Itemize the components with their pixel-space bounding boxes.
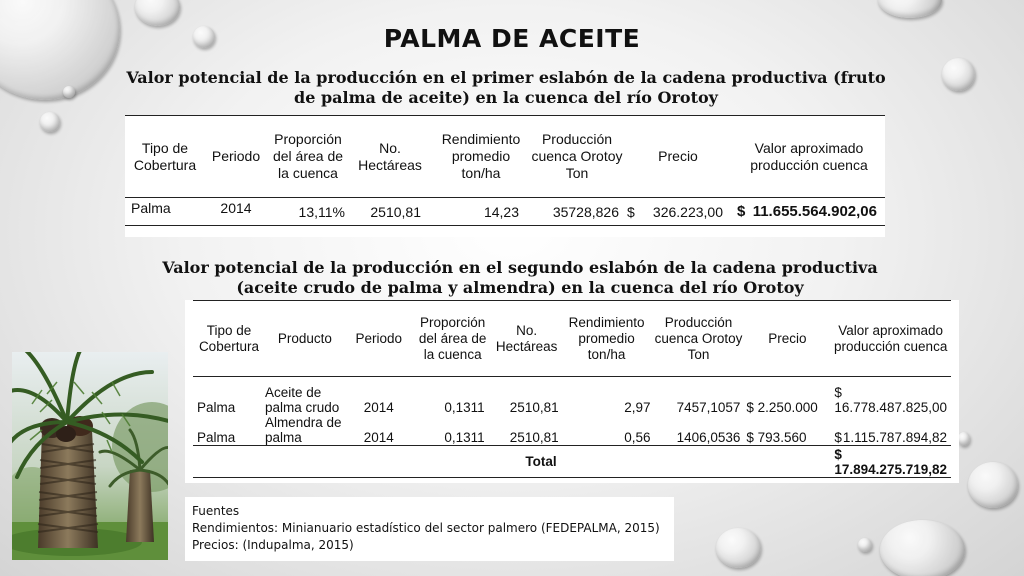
col-header: Rendimiento promedio ton/ha	[561, 301, 653, 377]
table-second-link	[185, 300, 959, 483]
table-row	[193, 377, 951, 416]
col-header: Proporción del área de la cuenca	[413, 301, 493, 377]
cell-produccion: 35728,826	[531, 198, 623, 226]
col-header: No. Hectáreas	[493, 301, 561, 377]
cell-tipo: Palma	[197, 400, 236, 415]
cell-rendimiento: 0,56	[624, 430, 651, 445]
cell-proporcion: 0,1311	[444, 430, 485, 445]
section2-heading: Valor potencial de la producción en el segundo eslabón de la cadena productiva (aceite crudo de palma y almendra) en la cuenca del río Orotoy	[162, 258, 878, 297]
table-first-link	[125, 115, 885, 237]
col-header: Valor aproximado producción cuenca	[733, 116, 885, 198]
cell-producto: Almendra de palma	[264, 415, 342, 445]
water-drop	[858, 538, 872, 552]
cell-tipo: Palma	[197, 430, 236, 445]
cell-hectareas: 2510,81	[509, 400, 559, 415]
water-drop	[135, 0, 180, 26]
water-drop	[716, 528, 761, 568]
table-row	[193, 415, 951, 446]
currency-symbol: $	[834, 430, 842, 445]
cell-valor	[733, 198, 885, 226]
cell-rendimiento: 14,23	[431, 198, 531, 226]
currency-symbol: $	[834, 385, 842, 400]
currency-symbol: $	[834, 446, 842, 462]
water-drop	[40, 112, 60, 132]
col-header: Valor aproximado producción cuenca	[830, 301, 951, 377]
cell-precio: $ 793.560	[746, 430, 807, 445]
page-title: PALMA DE ACEITE	[383, 24, 641, 53]
cell-valor	[830, 377, 951, 416]
cell-hectareas: 2510,81	[509, 430, 559, 445]
water-drop	[942, 58, 975, 91]
valor-value: 11.655.564.902,06	[752, 203, 877, 220]
table-header-row	[125, 116, 885, 198]
col-header: Tipo de Cobertura	[193, 301, 265, 377]
cell-rendimiento: 2,97	[624, 400, 651, 415]
total-value: 17.894.275.719,82	[834, 461, 947, 477]
cell-valor	[830, 415, 951, 446]
col-header: Producto	[265, 301, 345, 377]
col-header: Precio	[744, 301, 830, 377]
cell-precio	[623, 198, 733, 226]
source-precios: Precios: (Indupalma, 2015)	[192, 538, 354, 552]
valor-value: 16.778.487.825,00	[834, 400, 947, 415]
col-header: Rendimiento promedio ton/ha	[431, 116, 531, 198]
col-header: Periodo	[345, 301, 413, 377]
total-row	[193, 446, 951, 478]
palm-tree-illustration	[12, 352, 168, 560]
cell-produccion: 1406,0536	[676, 430, 741, 445]
col-header: Proporción del área de la cuenca	[267, 116, 349, 198]
col-header: Tipo de Cobertura	[125, 116, 205, 198]
currency-symbol: $	[627, 203, 635, 220]
water-drop	[878, 0, 942, 18]
cell-tipo: Palma	[125, 198, 205, 226]
cell-hectareas: 2510,81	[349, 198, 431, 226]
col-header: No. Hectáreas	[349, 116, 431, 198]
cell-producto: Aceite de palma crudo	[264, 385, 340, 415]
cell-periodo: 2014	[205, 198, 267, 226]
total-value-cell	[830, 446, 951, 478]
water-drop	[968, 462, 1018, 508]
cell-periodo: 2014	[363, 430, 394, 445]
water-drop	[958, 432, 970, 446]
cell-proporcion: 13,11%	[267, 198, 349, 226]
col-header: Producción cuenca Orotoy Ton	[531, 116, 623, 198]
water-drop	[63, 86, 75, 98]
col-header: Periodo	[205, 116, 267, 198]
table-row	[125, 198, 885, 226]
sources-label: Fuentes	[192, 504, 240, 518]
currency-symbol: $	[737, 203, 746, 220]
water-drop	[880, 520, 965, 576]
precio-value: 326.223,00	[652, 203, 723, 220]
cell-periodo: 2014	[363, 400, 394, 415]
section1-heading: Valor potencial de la producción en el primer eslabón de la cadena productiva (fruto de palma de aceite) en la cuenca del río Orotoy	[126, 68, 886, 107]
source-rendimientos: Rendimientos: Minianuario estadístico del sector palmero (FEDEPALMA, 2015)	[192, 521, 660, 535]
valor-value: 1.115.787.894,82	[842, 430, 947, 445]
total-label: Total	[193, 446, 561, 478]
table-header-row	[193, 301, 951, 377]
sources-box	[185, 497, 674, 561]
col-header: Producción cuenca Orotoy Ton	[653, 301, 745, 377]
cell-produccion: 7457,1057	[676, 400, 741, 415]
palm-photo	[12, 352, 168, 560]
cell-proporcion: 0,1311	[444, 400, 485, 415]
cell-precio: $ 2.250.000	[746, 400, 818, 415]
col-header: Precio	[623, 116, 733, 198]
